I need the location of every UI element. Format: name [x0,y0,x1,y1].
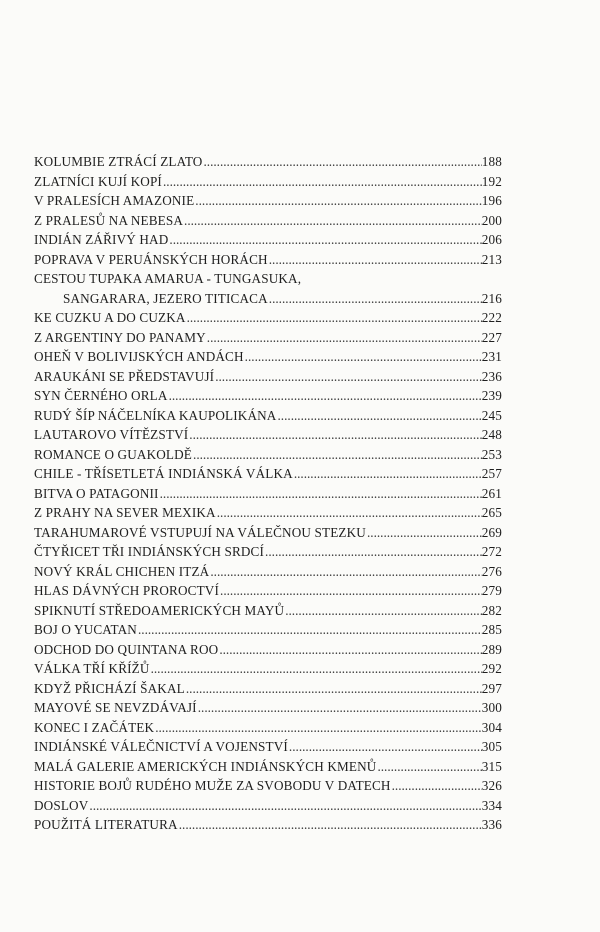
toc-entry [34,481,502,501]
toc-entry [34,539,502,559]
dot-leader [188,428,481,441]
dot-leader [284,604,482,617]
toc-entry-title: OHEŇ V BOLIVIJSKÝCH ANDÁCH [34,349,244,365]
toc-entry [34,578,502,598]
toc-entry-title: KE CUZKU A DO CUZKA [34,310,186,326]
toc-page-number: 248 [481,427,502,443]
toc-entry [34,344,502,364]
dot-leader [391,779,482,792]
dot-leader [186,311,482,324]
toc-entry-title: DOSLOV [34,797,89,813]
table-of-contents [34,149,502,832]
dot-leader [162,175,482,188]
toc-entry-title: ODCHOD DO QUINTANA ROO [34,641,219,657]
dot-leader [288,740,482,753]
toc-entry-continuation [34,286,502,306]
toc-entry-title: SPIKNUTÍ STŘEDOAMERICKÝCH MAYŮ [34,602,285,618]
dot-leader [192,448,482,461]
toc-page-number: 257 [481,466,502,482]
toc-page-number: 315 [481,758,502,774]
toc-page-number: 300 [481,700,502,716]
dot-leader [137,623,482,636]
toc-entry [34,637,502,657]
dot-leader [218,643,481,656]
dot-leader [214,370,482,383]
dot-leader [244,350,482,363]
dot-leader [268,253,482,266]
toc-page-number: 305 [481,739,502,755]
toc-page-number: 239 [481,388,502,404]
toc-entry [34,461,502,481]
toc-page-number: 196 [481,193,502,209]
toc-entry [34,754,502,774]
toc-entry [34,773,502,793]
toc-entry [34,208,502,228]
toc-page-number: 276 [481,563,502,579]
toc-page-number: 272 [481,544,502,560]
toc-entry-title: Z PRAHY NA SEVER MEXIKA [34,505,216,521]
dot-leader [209,565,481,578]
toc-entry [34,715,502,735]
toc-page-number: 297 [481,680,502,696]
toc-page-number: 269 [481,524,502,540]
toc-entry [34,695,502,715]
toc-entry [34,520,502,540]
toc-entry-title: LAUTAROVO VÍTĚZSTVÍ [34,427,189,443]
toc-entry-title: TARAHUMAROVÉ VSTUPUJÍ NA VÁLEČNOU STEZKU [34,524,366,540]
toc-page-number: 279 [481,583,502,599]
toc-entry [34,188,502,208]
toc-page-number: 213 [481,251,502,267]
toc-page-number: 216 [481,290,502,306]
toc-entry-title: MALÁ GALERIE AMERICKÝCH INDIÁNSKÝCH KMENŮ [34,758,377,774]
toc-entry [34,442,502,462]
toc-page-number: 265 [481,505,502,521]
toc-entry [34,500,502,520]
toc-entry [34,422,502,442]
dot-leader [219,584,482,597]
toc-entry [34,305,502,325]
dot-leader [168,389,482,402]
toc-page-number: 334 [481,797,502,813]
toc-page-number: 282 [481,602,502,618]
toc-page-number: 326 [481,778,502,794]
toc-entry [34,734,502,754]
toc-entry-title: NOVÝ KRÁL CHICHEN ITZÁ [34,563,210,579]
dot-leader [88,799,481,812]
toc-page-number: 200 [481,212,502,228]
toc-entry-title: VÁLKA TŘÍ KŘÍŽŮ [34,661,150,677]
dot-leader [264,545,482,558]
toc-entry [34,169,502,189]
toc-entry-title: INDIÁNSKÉ VÁLEČNICTVÍ A VOJENSTVÍ [34,739,288,755]
dot-leader [277,409,482,422]
toc-entry [34,403,502,423]
dot-leader [202,155,481,168]
toc-entry-title: KOLUMBIE ZTRÁCÍ ZLATO [34,154,203,170]
toc-entry-title: BOJ O YUCATAN [34,622,137,638]
toc-entry-title: HISTORIE BOJŮ RUDÉHO MUŽE ZA SVOBODU V DATECH [34,778,391,794]
toc-entry [34,227,502,247]
dot-leader [150,662,482,675]
dot-leader [159,487,482,500]
toc-page-number: 289 [481,641,502,657]
toc-entry-title: POUŽITÁ LITERATURA [34,817,178,833]
toc-page-number: 188 [481,154,502,170]
dot-leader [197,701,482,714]
toc-page-number: 222 [481,310,502,326]
toc-page-number: 206 [481,232,502,248]
toc-page-number: 336 [481,817,502,833]
toc-entry [34,247,502,267]
toc-entry [34,812,502,832]
toc-entry [34,656,502,676]
toc-entry-title: ROMANCE O GUAKOLDĚ [34,446,193,462]
toc-entry [34,149,502,169]
dot-leader [206,331,482,344]
dot-leader [268,292,482,305]
toc-entry [34,617,502,637]
dot-leader [154,721,482,734]
toc-entry [34,325,502,345]
dot-leader [376,760,481,773]
toc-entry [34,364,502,384]
toc-page-number: 231 [481,349,502,365]
toc-entry-title: Z ARGENTINY DO PANAMY [34,329,206,345]
toc-page-number: 285 [481,622,502,638]
toc-entry [34,598,502,618]
toc-page-number: 192 [481,173,502,189]
dot-leader [178,818,482,831]
toc-entry-title-continued: SANGARARA, JEZERO TITICACA [63,290,268,306]
dot-leader [366,526,482,539]
toc-entry [34,383,502,403]
toc-page-number: 292 [481,661,502,677]
toc-page-number: 236 [481,368,502,384]
toc-entry-title: SYN ČERNÉHO ORLA [34,388,168,404]
toc-entry-title: INDIÁN ZÁŘIVÝ HAD [34,232,169,248]
toc-entry [34,266,502,286]
toc-entry-title: MAYOVÉ SE NEVZDÁVAJÍ [34,700,197,716]
toc-page-number: 245 [481,407,502,423]
toc-entry-title: POPRAVA V PERUÁNSKÝCH HORÁCH [34,251,268,267]
toc-entry-title: HLAS DÁVNÝCH PROROCTVÍ [34,583,220,599]
dot-leader [216,506,482,519]
dot-leader [183,214,482,227]
toc-entry-title: BITVA O PATAGONII [34,485,159,501]
dot-leader [293,467,482,480]
dot-leader [185,682,482,695]
toc-page-number: 253 [481,446,502,462]
toc-entry-title: KONEC I ZAČÁTEK [34,719,155,735]
toc-page-number: 304 [481,719,502,735]
toc-entry-title: CESTOU TUPAKA AMARUA - TUNGASUKA, [34,271,302,287]
toc-entry-title: Z PRALESŮ NA NEBESA [34,212,184,228]
toc-entry-title: CHILE - TŘÍSETLETÁ INDIÁNSKÁ VÁLKA [34,466,293,482]
toc-page-number: 227 [481,329,502,345]
toc-entry-title: ARAUKÁNI SE PŘEDSTAVUJÍ [34,368,215,384]
toc-entry [34,793,502,813]
toc-entry-title: ZLATNÍCI KUJÍ KOPÍ [34,173,162,189]
dot-leader [194,194,481,207]
toc-entry [34,676,502,696]
toc-entry-title: RUDÝ ŠÍP NÁČELNÍKA KAUPOLIKÁNA [34,407,277,423]
toc-entry-title: ČTYŘICET TŘI INDIÁNSKÝCH SRDCÍ [34,544,265,560]
dot-leader [168,233,481,246]
toc-entry-title: V PRALESÍCH AMAZONIE [34,193,195,209]
toc-entry-title: KDYŽ PŘICHÁZÍ ŠAKAL [34,680,185,696]
toc-entry [34,559,502,579]
toc-page-number: 261 [481,485,502,501]
